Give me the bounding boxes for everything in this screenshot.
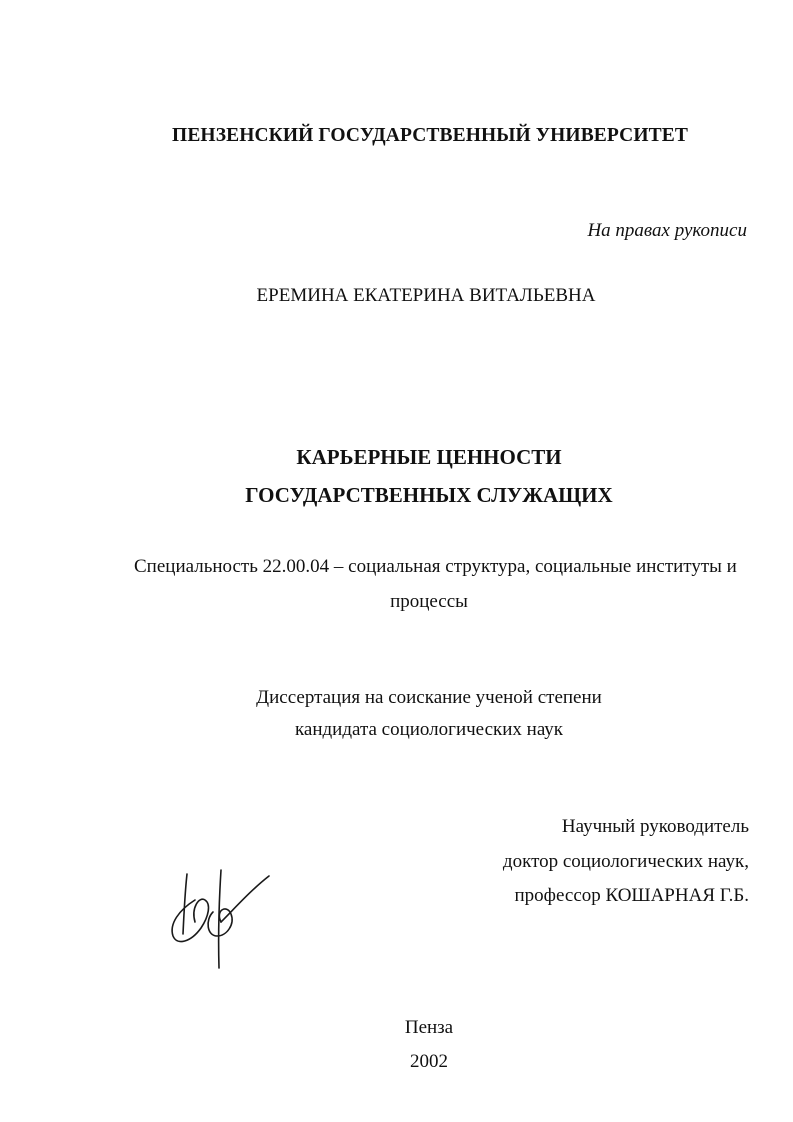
university-name: ПЕНЗЕНСКИЙ ГОСУДАРСТВЕННЫЙ УНИВЕРСИТЕТ — [172, 125, 688, 146]
degree-line-2: кандидата социологических наук — [294, 719, 564, 740]
dissertation-title-line-1: КАРЬЕРНЫЕ ЦЕННОСТИ — [296, 445, 562, 469]
city: Пенза — [404, 1017, 454, 1038]
year: 2002 — [410, 1051, 448, 1072]
degree-line-1: Диссертация на соискание ученой степени — [256, 687, 602, 708]
supervisor-role: Научный руководитель — [561, 816, 749, 837]
supervisor-name: профессор КОШАРНАЯ Г.Б. — [514, 885, 749, 906]
dissertation-title-line-2: ГОСУДАРСТВЕННЫХ СЛУЖАЩИХ — [245, 483, 613, 507]
manuscript-status: На правах рукописи — [587, 220, 747, 241]
specialty-line-1: Специальность 22.00.04 – социальная структура, социальные институты и — [134, 556, 737, 577]
handwritten-signature — [165, 862, 275, 972]
author-name: ЕРЕМИНА ЕКАТЕРИНА ВИТАЛЬЕВНА — [256, 285, 596, 306]
supervisor-degree: доктор социологических наук, — [502, 851, 749, 872]
specialty-line-2: процессы — [390, 591, 468, 612]
